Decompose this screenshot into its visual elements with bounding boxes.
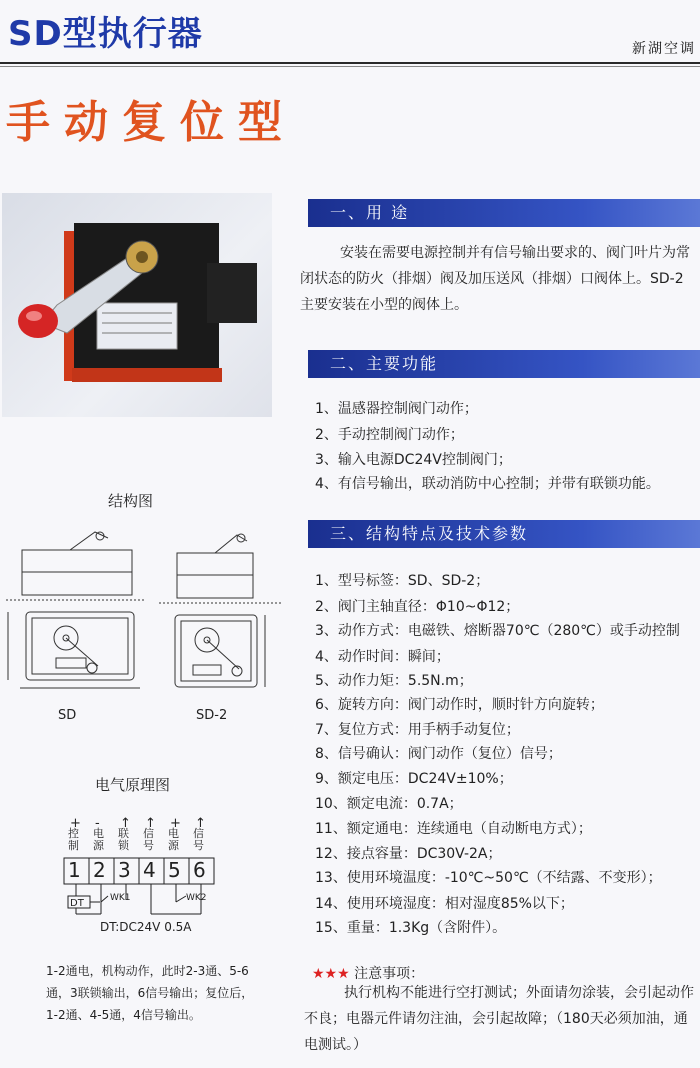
structure-label-sd: SD [58, 708, 77, 723]
spec-item: 10、额定电流：0.7A； [315, 796, 463, 812]
notes-title: 注意事项： [354, 966, 425, 982]
page-title: SD型执行器 [8, 14, 203, 54]
spec-item: 7、复位方式：用手柄手动复位； [315, 722, 520, 738]
spec-item: 14、使用环境湿度：相对湿度85%以下； [315, 896, 574, 912]
dt-label: DT [70, 898, 84, 909]
function-item: 1、温感器控制阀门动作； [315, 401, 478, 417]
wk2-label: WK2 [186, 893, 207, 903]
spec-item: 9、额定电压：DC24V±10%； [315, 771, 513, 787]
product-subtitle: 手动复位型 [6, 97, 296, 148]
notes-text: 执行机构不能进行空打测试；外面请勿涂装，会引起动作不良；电器元件请勿注油，会引起故障；（180天必须加油，通电测试。） [304, 985, 694, 1053]
brand-name: 新湖空调 [632, 41, 696, 57]
function-item: 2、手动控制阀门动作； [315, 427, 464, 443]
terminal-number: 2 [93, 858, 106, 882]
usage-text: 安装在需要电源控制并有信号输出要求的、阀门叶片为常闭状态的防火（排烟）阀及加压送风（排烟）口阀体上。SD-2主要安装在小型的阀体上。 [300, 245, 690, 313]
terminal-sign: + [170, 816, 181, 831]
section-header-usage: 一、用 途 [308, 199, 700, 227]
spec-item: 13、使用环境温度：-10℃~50℃（不结露、不变形）； [315, 870, 662, 886]
spec-item: 11、额定通电：连续通电（自动断电方式）； [315, 821, 592, 837]
divider-thin [0, 66, 700, 67]
section-header-functions: 二、主要功能 [308, 350, 700, 378]
spec-item: 6、旋转方向：阀门动作时，顺时针方向旋转； [315, 697, 604, 713]
terminal-label: 电源 [168, 827, 179, 852]
spec-item: 12、接点容量：DC30V-2A； [315, 846, 502, 862]
terminal-number: 5 [168, 858, 181, 882]
terminal-sign: ↑ [195, 816, 206, 831]
wk1-label: WK1 [110, 893, 131, 903]
terminal-number: 4 [143, 858, 156, 882]
electrical-title: 电气原理图 [95, 776, 171, 794]
divider [0, 62, 700, 64]
electrical-spec: DT:DC24V 0.5A [100, 920, 192, 934]
terminal-number: 1 [68, 858, 81, 882]
spec-item: 2、阀门主轴直径：Φ10~Φ12； [315, 599, 520, 615]
terminal-label: 电源 [93, 827, 104, 852]
spec-item: 1、型号标签：SD、SD-2； [315, 573, 490, 589]
terminal-label: 信号 [193, 827, 204, 852]
terminal-sign: ↑ [120, 816, 131, 831]
terminal-sign: + [70, 816, 81, 831]
spec-item: 5、动作力矩：5.5N.m； [315, 673, 473, 689]
spec-item: 15、重量：1.3Kg（含附件）。 [315, 920, 507, 936]
terminal-label: 控制 [68, 827, 79, 852]
structure-label-sd2: SD-2 [196, 708, 228, 723]
structure-drawing-sd [0, 520, 150, 699]
terminal-sign: ↑ [145, 816, 156, 831]
spec-item: 8、信号确认：阀门动作（复位）信号； [315, 746, 562, 762]
terminal-label: 信号 [143, 827, 154, 852]
terminal-number: 3 [118, 858, 131, 882]
function-item: 4、有信号输出，联动消防中心控制；并带有联锁功能。 [315, 476, 660, 492]
structure-drawing-sd2 [155, 525, 285, 704]
product-photo [2, 193, 272, 417]
spec-item: 4、动作时间：瞬间； [315, 649, 450, 665]
terminal-sign: - [95, 816, 100, 831]
function-item: 3、输入电源DC24V控制阀门； [315, 452, 512, 468]
structure-title: 结构图 [108, 492, 154, 510]
spec-item: 3、动作方式：电磁铁、熔断器70℃（280℃）或手动控制 [315, 623, 680, 639]
terminal-label: 联锁 [118, 827, 129, 852]
section-header-specs: 三、结构特点及技术参数 [308, 520, 700, 548]
electrical-note: 1-2通电，机构动作，此时2-3通、5-6通，3联锁输出，6信号输出；复位后，1-2通、4-5通，4信号输出。 [46, 964, 254, 1022]
stars-icon: ★★★ [312, 966, 350, 982]
terminal-number: 6 [193, 858, 206, 882]
